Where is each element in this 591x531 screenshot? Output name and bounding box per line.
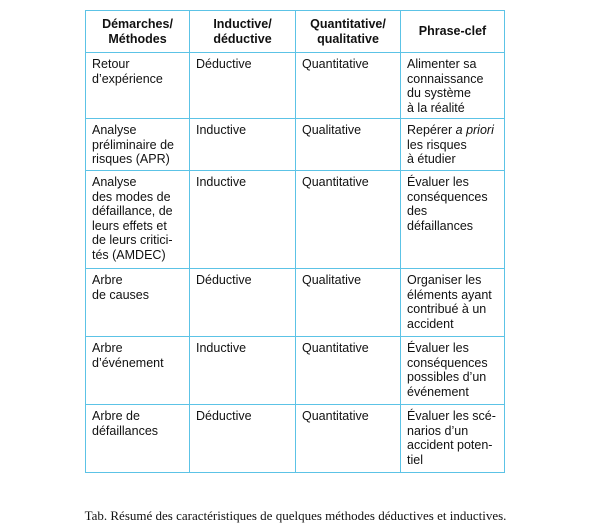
cell-demarche: Inductive	[190, 119, 296, 171]
cell-phrase: Évaluer les conséquences des défaillances	[401, 171, 505, 269]
header-phrase-clef: Phrase-clef	[401, 11, 505, 53]
cell-demarche: Déductive	[190, 405, 296, 473]
cell-methode: Retour d’expérience	[86, 53, 190, 119]
cell-methode: Analyse des modes de défaillance, de leurs effets et de leurs critici- tés (AMDEC)	[86, 171, 190, 269]
phrase-emphasis: a priori	[455, 123, 494, 137]
cell-demarche: Inductive	[190, 171, 296, 269]
table-row	[86, 405, 505, 473]
cell-phrase	[401, 119, 505, 171]
cell-type: Qualitative	[296, 269, 401, 337]
cell-type: Quantitative	[296, 171, 401, 269]
cell-type: Quantitative	[296, 337, 401, 405]
methods-table	[85, 10, 505, 473]
cell-type: Quantitative	[296, 405, 401, 473]
table-row	[86, 119, 505, 171]
table-caption: Tab. Résumé des caractéristiques de quelques méthodes déductives et inductives.	[84, 508, 507, 523]
cell-demarche: Inductive	[190, 337, 296, 405]
phrase-text: Repérer	[407, 123, 456, 137]
header-inductive-deductive: Inductive/ déductive	[190, 11, 296, 53]
table-row	[86, 171, 505, 269]
cell-phrase: Alimenter sa connaissance du système à la réalité	[401, 53, 505, 119]
header-quantitative-qualitative: Quantitative/ qualitative	[296, 11, 401, 53]
cell-phrase: Évaluer les conséquences possibles d’un événement	[401, 337, 505, 405]
cell-methode: Arbre de défaillances	[86, 405, 190, 473]
cell-methode: Arbre d’événement	[86, 337, 190, 405]
cell-type: Quantitative	[296, 53, 401, 119]
header-row	[86, 11, 505, 53]
cell-methode: Arbre de causes	[86, 269, 190, 337]
cell-demarche: Déductive	[190, 53, 296, 119]
header-methodes: Démarches/ Méthodes	[86, 11, 190, 53]
cell-type: Qualitative	[296, 119, 401, 171]
phrase-text: les risques à étudier	[407, 137, 467, 166]
cell-demarche: Déductive	[190, 269, 296, 337]
cell-phrase: Organiser les éléments ayant contribué à un accident	[401, 269, 505, 337]
cell-methode: Analyse préliminaire de risques (APR)	[86, 119, 190, 171]
table-row	[86, 337, 505, 405]
table-row	[86, 53, 505, 119]
cell-phrase: Évaluer les scé- narios d’un accident poten- tiel	[401, 405, 505, 473]
table-row	[86, 269, 505, 337]
